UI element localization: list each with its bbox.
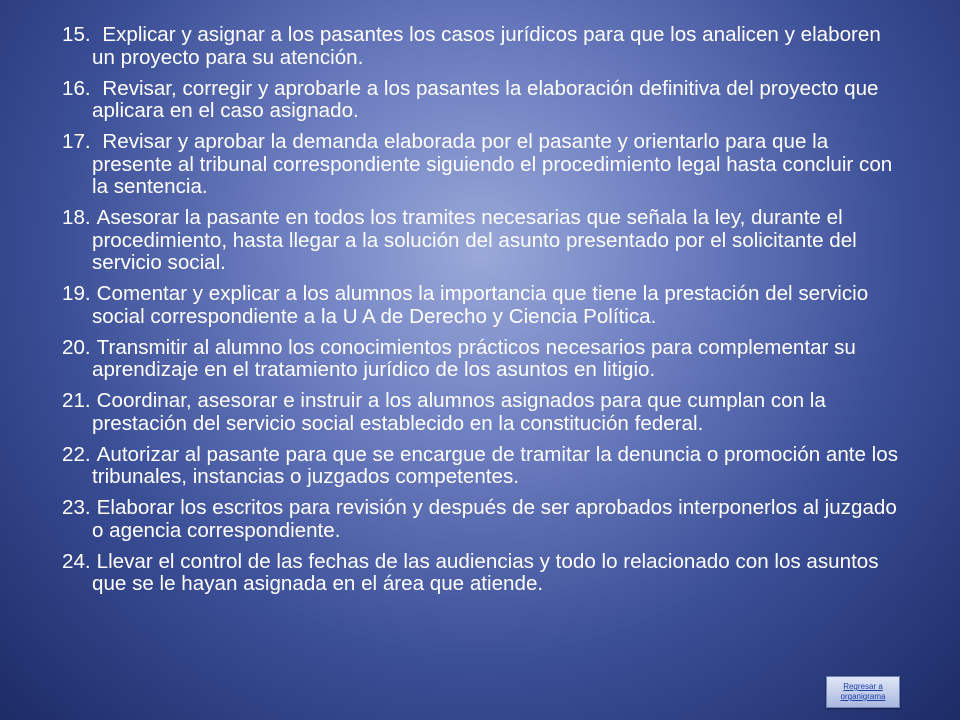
item-text: Revisar y aprobar la demanda elaborada por el pasante y orientarlo para que la presente al tribunal correspondiente siguiendo el procedimiento legal hasta concluir con la sentencia.	[92, 130, 893, 198]
list-item	[62, 207, 902, 275]
item-text: Elaborar los escritos para revisión y después de ser aprobados interponerlos al juzgado o agencia correspondiente.	[92, 496, 897, 542]
item-text: Coordinar, asesorar e instruir a los alumnos asignados para que cumplan con la prestación del servicio social establecido en la constitución federal.	[92, 389, 826, 435]
list-item	[62, 283, 902, 328]
list-item	[62, 337, 902, 382]
item-number: 16.	[62, 76, 91, 100]
item-text: Comentar y explicar a los alumnos la importancia que tiene la prestación del servicio social correspondiente a la U A de Derecho y Ciencia Política.	[92, 282, 869, 328]
item-number: 23.	[62, 496, 91, 519]
list-item	[62, 390, 902, 435]
list-item	[62, 444, 902, 489]
slide-content	[62, 24, 902, 604]
item-number: 24.	[62, 549, 91, 573]
item-number: 21.	[62, 389, 91, 412]
item-number: 22.	[62, 442, 91, 466]
item-text: Asesorar la pasante en todos los tramites necesarias que señala la ley, durante el procedimiento, hasta llegar a la solución del asunto presentado por el solicitante del servicio social.	[92, 206, 857, 274]
list-item	[62, 78, 902, 123]
item-text: Autorizar al pasante para que se encargue de tramitar la denuncia o promoción ante los tribunales, instancias o juzgados competentes.	[92, 442, 898, 488]
item-number: 18.	[62, 206, 91, 229]
item-number: 20.	[62, 335, 91, 359]
back-to-organigrama-button[interactable]: Regresar a organigrama	[826, 676, 900, 708]
item-number: 19.	[62, 282, 91, 305]
item-number: 17.	[62, 130, 91, 153]
item-text: Llevar el control de las fechas de las audiencias y todo lo relacionado con los asuntos que se le hayan asignada en el área que atiende.	[92, 549, 879, 595]
list-item	[62, 497, 902, 542]
item-text: Revisar, corregir y aprobarle a los pasantes la elaboración definitiva del proyecto que aplicara en el caso asignado.	[92, 76, 879, 122]
item-text: Explicar y asignar a los pasantes los casos jurídicos para que los analicen y elaboren un proyecto para su atención.	[92, 23, 881, 69]
item-text: Transmitir al alumno los conocimientos prácticos necesarios para complementar su aprendizaje en el tratamiento jurídico de los asuntos en litigio.	[92, 335, 856, 381]
list-item	[62, 131, 902, 199]
list-item	[62, 24, 902, 69]
item-number: 15.	[62, 23, 91, 46]
list-item	[62, 551, 902, 596]
